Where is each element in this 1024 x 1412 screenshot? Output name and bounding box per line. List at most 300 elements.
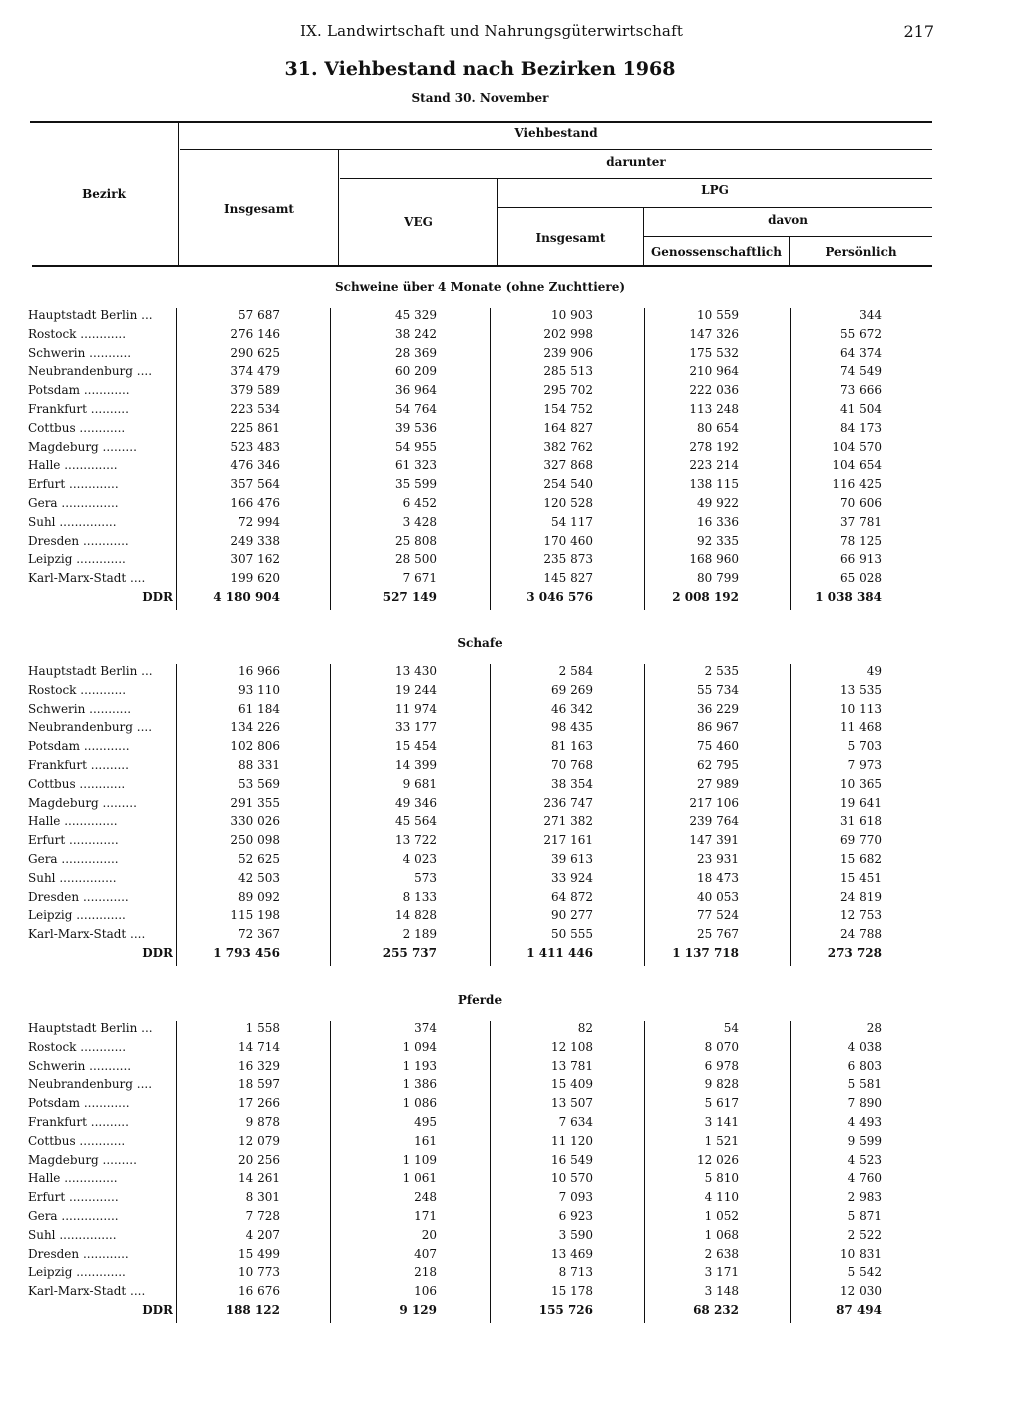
- cell-lpg-insgesamt: 64 872: [551, 889, 593, 904]
- cell-persoenlich: 15 682: [840, 851, 882, 866]
- cell-genossenschaftlich: 278 192: [689, 439, 739, 454]
- cell-insgesamt: 379 589: [230, 383, 280, 398]
- cell-persoenlich: 41 504: [840, 401, 882, 416]
- total-row: [0, 590, 1024, 609]
- bezirk-name: Karl-Marx-Stadt ....: [28, 571, 146, 586]
- table-row: [0, 383, 1024, 402]
- cell-genossenschaftlich: 12 026: [697, 1152, 739, 1167]
- header-viehbestand: Viehbestand: [514, 126, 598, 140]
- cell-genossenschaftlich: 55 734: [697, 682, 739, 697]
- cell-genossenschaftlich: 2 638: [704, 1246, 739, 1261]
- cell-persoenlich: 64 374: [840, 345, 882, 360]
- cell-genossenschaftlich: 222 036: [689, 383, 739, 398]
- cell-veg: 161: [414, 1133, 437, 1148]
- cell-genossenschaftlich: 239 764: [689, 814, 739, 829]
- header-genossenschaftlich: Genossenschaftlich: [651, 245, 782, 259]
- cell-veg: 15 454: [395, 739, 437, 754]
- table-row: [0, 777, 1024, 796]
- cell-insgesamt: 16 966: [238, 664, 280, 678]
- table-title: 31. Viehbestand nach Bezirken 1968: [284, 58, 676, 80]
- bezirk-name: Potsdam ............: [28, 1096, 130, 1111]
- cell-insgesamt: 250 098: [230, 833, 280, 848]
- cell-genossenschaftlich: 1 521: [704, 1133, 739, 1148]
- bezirk-name: Rostock ............: [28, 682, 127, 697]
- bezirk-name: Rostock ............: [28, 1039, 127, 1054]
- cell-insgesamt: 4 180 904: [213, 589, 280, 604]
- cell-insgesamt: 523 483: [230, 439, 280, 454]
- cell-insgesamt: 12 079: [238, 1133, 280, 1148]
- table-row: [0, 1077, 1024, 1096]
- cell-veg: 218: [414, 1265, 437, 1280]
- data-rows: [0, 1021, 1024, 1322]
- cell-genossenschaftlich: 217 106: [689, 795, 739, 810]
- cell-lpg-insgesamt: 11 120: [551, 1133, 593, 1148]
- section-title: Schafe: [457, 636, 503, 650]
- cell-insgesamt: 188 122: [225, 1302, 280, 1317]
- cell-lpg-insgesamt: 239 906: [543, 345, 593, 360]
- cell-lpg-insgesamt: 145 827: [543, 571, 593, 586]
- bezirk-name: Dresden ............: [28, 889, 129, 904]
- bezirk-name: Magdeburg .........: [28, 795, 137, 810]
- bezirk-name: Frankfurt ..........: [28, 1114, 129, 1129]
- table-row: [0, 1228, 1024, 1247]
- cell-veg: 9 681: [402, 776, 437, 791]
- table-row: [0, 571, 1024, 590]
- bezirk-name: Suhl ...............: [28, 514, 117, 529]
- cell-insgesamt: 7 728: [245, 1208, 280, 1223]
- cell-veg: 60 209: [395, 364, 437, 379]
- cell-genossenschaftlich: 49 922: [697, 495, 739, 510]
- cell-insgesamt: 18 597: [238, 1077, 280, 1092]
- cell-genossenschaftlich: 92 335: [697, 533, 739, 548]
- cell-persoenlich: 5 581: [847, 1077, 882, 1092]
- cell-persoenlich: 5 703: [847, 739, 882, 754]
- bezirk-name: Leipzig .............: [28, 908, 126, 923]
- cell-genossenschaftlich: 80 654: [697, 420, 739, 435]
- bezirk-name: Neubrandenburg ....: [28, 1077, 153, 1092]
- bezirk-name: Hauptstadt Berlin ...: [28, 308, 153, 322]
- table-header: [30, 121, 932, 268]
- table-row: [0, 440, 1024, 459]
- cell-lpg-insgesamt: 3 590: [558, 1227, 593, 1242]
- cell-veg: 14 399: [395, 757, 437, 772]
- cell-persoenlich: 37 781: [840, 514, 882, 529]
- cell-genossenschaftlich: 6 978: [704, 1058, 739, 1073]
- cell-veg: 49 346: [395, 795, 437, 810]
- cell-insgesamt: 10 773: [238, 1265, 280, 1280]
- cell-insgesamt: 88 331: [238, 757, 280, 772]
- cell-persoenlich: 7 973: [847, 757, 882, 772]
- table-row: [0, 1171, 1024, 1190]
- cell-persoenlich: 78 125: [840, 533, 882, 548]
- cell-insgesamt: 115 198: [230, 908, 280, 923]
- cell-veg: 527 149: [382, 589, 437, 604]
- cell-lpg-insgesamt: 2 584: [558, 664, 593, 678]
- bezirk-name: Hauptstadt Berlin ...: [28, 1021, 153, 1035]
- cell-persoenlich: 4 493: [847, 1114, 882, 1129]
- cell-veg: 35 599: [395, 477, 437, 492]
- cell-genossenschaftlich: 54: [723, 1021, 739, 1035]
- bezirk-name: Karl-Marx-Stadt ....: [28, 927, 146, 942]
- cell-lpg-insgesamt: 12 108: [551, 1039, 593, 1054]
- cell-persoenlich: 116 425: [832, 477, 882, 492]
- cell-insgesamt: 1 793 456: [213, 945, 280, 960]
- section-title: Schweine über 4 Monate (ohne Zuchttiere): [334, 280, 626, 294]
- cell-insgesamt: 374 479: [230, 364, 280, 379]
- cell-genossenschaftlich: 3 148: [704, 1284, 739, 1299]
- header-insgesamt: Insgesamt: [224, 202, 294, 216]
- table-row: [0, 534, 1024, 553]
- table-row: [0, 683, 1024, 702]
- cell-lpg-insgesamt: 170 460: [543, 533, 593, 548]
- cell-veg: 45 564: [395, 814, 437, 829]
- cell-persoenlich: 15 451: [840, 870, 882, 885]
- table-row: [0, 1134, 1024, 1153]
- table-subtitle: Stand 30. November: [411, 91, 549, 105]
- cell-insgesamt: 14 714: [238, 1039, 280, 1054]
- cell-lpg-insgesamt: 236 747: [543, 795, 593, 810]
- cell-lpg-insgesamt: 3 046 576: [526, 589, 593, 604]
- cell-insgesamt: 330 026: [230, 814, 280, 829]
- cell-lpg-insgesamt: 382 762: [543, 439, 593, 454]
- cell-veg: 11 974: [395, 701, 437, 716]
- cell-insgesamt: 290 625: [230, 345, 280, 360]
- table-row: [0, 1115, 1024, 1134]
- cell-persoenlich: 66 913: [840, 552, 882, 567]
- cell-veg: 407: [414, 1246, 437, 1261]
- table-row: [0, 496, 1024, 515]
- cell-persoenlich: 28: [866, 1021, 882, 1035]
- total-label: DDR: [142, 589, 173, 604]
- bezirk-name: Leipzig .............: [28, 1265, 126, 1280]
- cell-genossenschaftlich: 10 559: [697, 308, 739, 322]
- header-lpg-insgesamt: Insgesamt: [535, 231, 606, 245]
- table-row: [0, 720, 1024, 739]
- cell-veg: 36 964: [395, 383, 437, 398]
- table-row: [0, 1190, 1024, 1209]
- bezirk-name: Schwerin ...........: [28, 345, 132, 360]
- table-row: [0, 758, 1024, 777]
- cell-veg: 2 189: [402, 927, 437, 942]
- table-row: [0, 1153, 1024, 1172]
- cell-persoenlich: 69 770: [840, 833, 882, 848]
- cell-insgesamt: 61 184: [238, 701, 280, 716]
- bezirk-name: Potsdam ............: [28, 739, 130, 754]
- cell-insgesamt: 52 625: [238, 851, 280, 866]
- table-row: [0, 421, 1024, 440]
- cell-persoenlich: 104 654: [832, 458, 882, 473]
- section-title: Pferde: [457, 993, 503, 1007]
- cell-lpg-insgesamt: 39 613: [551, 851, 593, 866]
- cell-veg: 61 323: [395, 458, 437, 473]
- cell-persoenlich: 10 831: [840, 1246, 882, 1261]
- cell-lpg-insgesamt: 16 549: [551, 1152, 593, 1167]
- table-row: [0, 1040, 1024, 1059]
- cell-veg: 1 386: [402, 1077, 437, 1092]
- cell-persoenlich: 4 760: [847, 1171, 882, 1186]
- table-row: [0, 308, 1024, 327]
- cell-veg: 28 369: [395, 345, 437, 360]
- cell-insgesamt: 53 569: [238, 776, 280, 791]
- bezirk-name: Karl-Marx-Stadt ....: [28, 1284, 146, 1299]
- bezirk-name: Schwerin ...........: [28, 701, 132, 716]
- cell-insgesamt: 93 110: [238, 682, 280, 697]
- cell-persoenlich: 344: [859, 308, 882, 322]
- bezirk-name: Erfurt .............: [28, 477, 119, 492]
- bezirk-name: Gera ...............: [28, 1208, 119, 1223]
- cell-genossenschaftlich: 147 391: [689, 833, 739, 848]
- cell-veg: 19 244: [395, 682, 437, 697]
- cell-persoenlich: 73 666: [840, 383, 882, 398]
- cell-insgesamt: 9 878: [245, 1114, 280, 1129]
- cell-insgesamt: 16 329: [238, 1058, 280, 1073]
- cell-lpg-insgesamt: 82: [577, 1021, 593, 1035]
- cell-genossenschaftlich: 9 828: [704, 1077, 739, 1092]
- cell-veg: 171: [414, 1208, 437, 1223]
- cell-lpg-insgesamt: 54 117: [551, 514, 593, 529]
- table-row: [0, 1096, 1024, 1115]
- cell-veg: 13 722: [395, 833, 437, 848]
- table-row: [0, 1247, 1024, 1266]
- cell-lpg-insgesamt: 1 411 446: [526, 945, 593, 960]
- cell-genossenschaftlich: 175 532: [689, 345, 739, 360]
- cell-persoenlich: 12 030: [840, 1284, 882, 1299]
- cell-persoenlich: 84 173: [840, 420, 882, 435]
- total-row: [0, 946, 1024, 965]
- cell-lpg-insgesamt: 13 781: [551, 1058, 593, 1073]
- cell-genossenschaftlich: 16 336: [697, 514, 739, 529]
- cell-insgesamt: 102 806: [230, 739, 280, 754]
- table-row: [0, 1021, 1024, 1040]
- cell-genossenschaftlich: 75 460: [697, 739, 739, 754]
- cell-genossenschaftlich: 113 248: [689, 401, 739, 416]
- cell-insgesamt: 72 367: [238, 927, 280, 942]
- cell-lpg-insgesamt: 164 827: [543, 420, 593, 435]
- cell-veg: 20: [421, 1227, 437, 1242]
- cell-veg: 1 061: [402, 1171, 437, 1186]
- cell-lpg-insgesamt: 15 409: [551, 1077, 593, 1092]
- bezirk-name: Erfurt .............: [28, 833, 119, 848]
- cell-persoenlich: 5 871: [847, 1208, 882, 1223]
- chapter-title: IX. Landwirtschaft und Nahrungsgüterwirtschaft: [300, 22, 684, 40]
- cell-insgesamt: 223 534: [230, 401, 280, 416]
- bezirk-name: Gera ...............: [28, 495, 119, 510]
- cell-genossenschaftlich: 23 931: [697, 851, 739, 866]
- cell-insgesamt: 15 499: [238, 1246, 280, 1261]
- table-row: [0, 796, 1024, 815]
- cell-persoenlich: 13 535: [840, 682, 882, 697]
- cell-lpg-insgesamt: 15 178: [551, 1284, 593, 1299]
- page-header: [0, 22, 1024, 44]
- cell-genossenschaftlich: 147 326: [689, 326, 739, 341]
- bezirk-name: Dresden ............: [28, 533, 129, 548]
- cell-persoenlich: 11 468: [840, 720, 882, 735]
- cell-insgesamt: 357 564: [230, 477, 280, 492]
- bezirk-name: Magdeburg .........: [28, 439, 137, 454]
- cell-veg: 1 193: [402, 1058, 437, 1073]
- cell-persoenlich: 10 113: [840, 701, 882, 716]
- table-row: [0, 402, 1024, 421]
- cell-genossenschaftlich: 138 115: [689, 477, 739, 492]
- cell-lpg-insgesamt: 7 093: [558, 1190, 593, 1205]
- header-bezirk: Bezirk: [82, 187, 126, 201]
- table-row: [0, 833, 1024, 852]
- cell-veg: 3 428: [402, 514, 437, 529]
- cell-lpg-insgesamt: 202 998: [543, 326, 593, 341]
- table-row: [0, 552, 1024, 571]
- cell-persoenlich: 12 753: [840, 908, 882, 923]
- cell-veg: 495: [414, 1114, 437, 1129]
- cell-insgesamt: 276 146: [230, 326, 280, 341]
- bezirk-name: Gera ...............: [28, 851, 119, 866]
- cell-veg: 25 808: [395, 533, 437, 548]
- bezirk-name: Suhl ...............: [28, 870, 117, 885]
- table-row: [0, 327, 1024, 346]
- data-rows: [0, 308, 1024, 609]
- cell-insgesamt: 20 256: [238, 1152, 280, 1167]
- cell-persoenlich: 273 728: [827, 945, 882, 960]
- cell-genossenschaftlich: 80 799: [697, 571, 739, 586]
- table-row: [0, 1265, 1024, 1284]
- cell-insgesamt: 291 355: [230, 795, 280, 810]
- cell-veg: 573: [414, 870, 437, 885]
- table-row: [0, 477, 1024, 496]
- cell-genossenschaftlich: 1 137 718: [672, 945, 739, 960]
- header-lpg: LPG: [701, 183, 729, 197]
- header-persoenlich: Persönlich: [825, 245, 897, 259]
- cell-lpg-insgesamt: 285 513: [543, 364, 593, 379]
- cell-lpg-insgesamt: 70 768: [551, 757, 593, 772]
- cell-genossenschaftlich: 68 232: [693, 1302, 739, 1317]
- cell-genossenschaftlich: 3 141: [704, 1114, 739, 1129]
- bezirk-name: Hauptstadt Berlin ...: [28, 664, 153, 678]
- cell-veg: 9 129: [399, 1302, 437, 1317]
- bezirk-name: Frankfurt ..........: [28, 757, 129, 772]
- cell-insgesamt: 57 687: [238, 308, 280, 322]
- bezirk-name: Cottbus ............: [28, 1133, 126, 1148]
- cell-veg: 8 133: [402, 889, 437, 904]
- cell-veg: 1 094: [402, 1039, 437, 1054]
- cell-veg: 45 329: [395, 308, 437, 322]
- cell-veg: 1 086: [402, 1096, 437, 1111]
- cell-veg: 106: [414, 1284, 437, 1299]
- cell-genossenschaftlich: 1 068: [704, 1227, 739, 1242]
- cell-persoenlich: 55 672: [840, 326, 882, 341]
- cell-genossenschaftlich: 1 052: [704, 1208, 739, 1223]
- cell-veg: 28 500: [395, 552, 437, 567]
- cell-lpg-insgesamt: 90 277: [551, 908, 593, 923]
- cell-insgesamt: 42 503: [238, 870, 280, 885]
- cell-persoenlich: 4 038: [847, 1039, 882, 1054]
- cell-genossenschaftlich: 168 960: [689, 552, 739, 567]
- bezirk-name: Cottbus ............: [28, 420, 126, 435]
- cell-lpg-insgesamt: 81 163: [551, 739, 593, 754]
- bezirk-name: Dresden ............: [28, 1246, 129, 1261]
- table-row: [0, 1059, 1024, 1078]
- header-darunter: darunter: [606, 155, 666, 169]
- cell-genossenschaftlich: 86 967: [697, 720, 739, 735]
- cell-genossenschaftlich: 18 473: [697, 870, 739, 885]
- bezirk-name: Cottbus ............: [28, 776, 126, 791]
- cell-veg: 255 737: [382, 945, 437, 960]
- bezirk-name: Halle ..............: [28, 1171, 118, 1186]
- cell-persoenlich: 24 788: [840, 927, 882, 942]
- table-row: [0, 852, 1024, 871]
- cell-lpg-insgesamt: 33 924: [551, 870, 593, 885]
- bezirk-name: Potsdam ............: [28, 383, 130, 398]
- cell-lpg-insgesamt: 254 540: [543, 477, 593, 492]
- bezirk-name: Frankfurt ..........: [28, 401, 129, 416]
- cell-insgesamt: 476 346: [230, 458, 280, 473]
- cell-genossenschaftlich: 3 171: [704, 1265, 739, 1280]
- cell-veg: 248: [414, 1190, 437, 1205]
- cell-lpg-insgesamt: 13 469: [551, 1246, 593, 1261]
- cell-lpg-insgesamt: 120 528: [543, 495, 593, 510]
- cell-insgesamt: 4 207: [245, 1227, 280, 1242]
- bezirk-name: Rostock ............: [28, 326, 127, 341]
- cell-veg: 374: [414, 1021, 437, 1035]
- table-row: [0, 458, 1024, 477]
- cell-veg: 14 828: [395, 908, 437, 923]
- cell-genossenschaftlich: 5 617: [704, 1096, 739, 1111]
- cell-veg: 39 536: [395, 420, 437, 435]
- cell-insgesamt: 8 301: [245, 1190, 280, 1205]
- cell-genossenschaftlich: 210 964: [689, 364, 739, 379]
- cell-lpg-insgesamt: 327 868: [543, 458, 593, 473]
- cell-persoenlich: 2 522: [847, 1227, 882, 1242]
- cell-lpg-insgesamt: 69 269: [551, 682, 593, 697]
- cell-insgesamt: 89 092: [238, 889, 280, 904]
- cell-persoenlich: 2 983: [847, 1190, 882, 1205]
- cell-genossenschaftlich: 2 535: [704, 664, 739, 678]
- cell-veg: 4 023: [402, 851, 437, 866]
- cell-lpg-insgesamt: 7 634: [558, 1114, 593, 1129]
- cell-insgesamt: 17 266: [238, 1096, 280, 1111]
- table-row: [0, 1209, 1024, 1228]
- cell-genossenschaftlich: 27 989: [697, 776, 739, 791]
- cell-insgesamt: 225 861: [230, 420, 280, 435]
- cell-veg: 38 242: [395, 326, 437, 341]
- cell-genossenschaftlich: 8 070: [704, 1039, 739, 1054]
- cell-veg: 13 430: [395, 664, 437, 678]
- cell-lpg-insgesamt: 155 726: [538, 1302, 593, 1317]
- cell-persoenlich: 10 365: [840, 776, 882, 791]
- cell-genossenschaftlich: 4 110: [704, 1190, 739, 1205]
- table-row: [0, 1284, 1024, 1303]
- cell-insgesamt: 199 620: [230, 571, 280, 586]
- cell-lpg-insgesamt: 235 873: [543, 552, 593, 567]
- cell-lpg-insgesamt: 217 161: [543, 833, 593, 848]
- cell-veg: 54 764: [395, 401, 437, 416]
- cell-veg: 7 671: [402, 571, 437, 586]
- cell-lpg-insgesamt: 50 555: [551, 927, 593, 942]
- bezirk-name: Neubrandenburg ....: [28, 720, 153, 735]
- cell-insgesamt: 134 226: [230, 720, 280, 735]
- header-davon: davon: [768, 213, 808, 227]
- cell-veg: 6 452: [402, 495, 437, 510]
- cell-genossenschaftlich: 25 767: [697, 927, 739, 942]
- table-row: [0, 890, 1024, 909]
- cell-genossenschaftlich: 223 214: [689, 458, 739, 473]
- cell-persoenlich: 24 819: [840, 889, 882, 904]
- table-row: [0, 908, 1024, 927]
- cell-persoenlich: 1 038 384: [815, 589, 882, 604]
- page-number: 217: [903, 22, 934, 41]
- cell-insgesamt: 307 162: [230, 552, 280, 567]
- cell-lpg-insgesamt: 38 354: [551, 776, 593, 791]
- cell-persoenlich: 74 549: [840, 364, 882, 379]
- cell-persoenlich: 31 618: [840, 814, 882, 829]
